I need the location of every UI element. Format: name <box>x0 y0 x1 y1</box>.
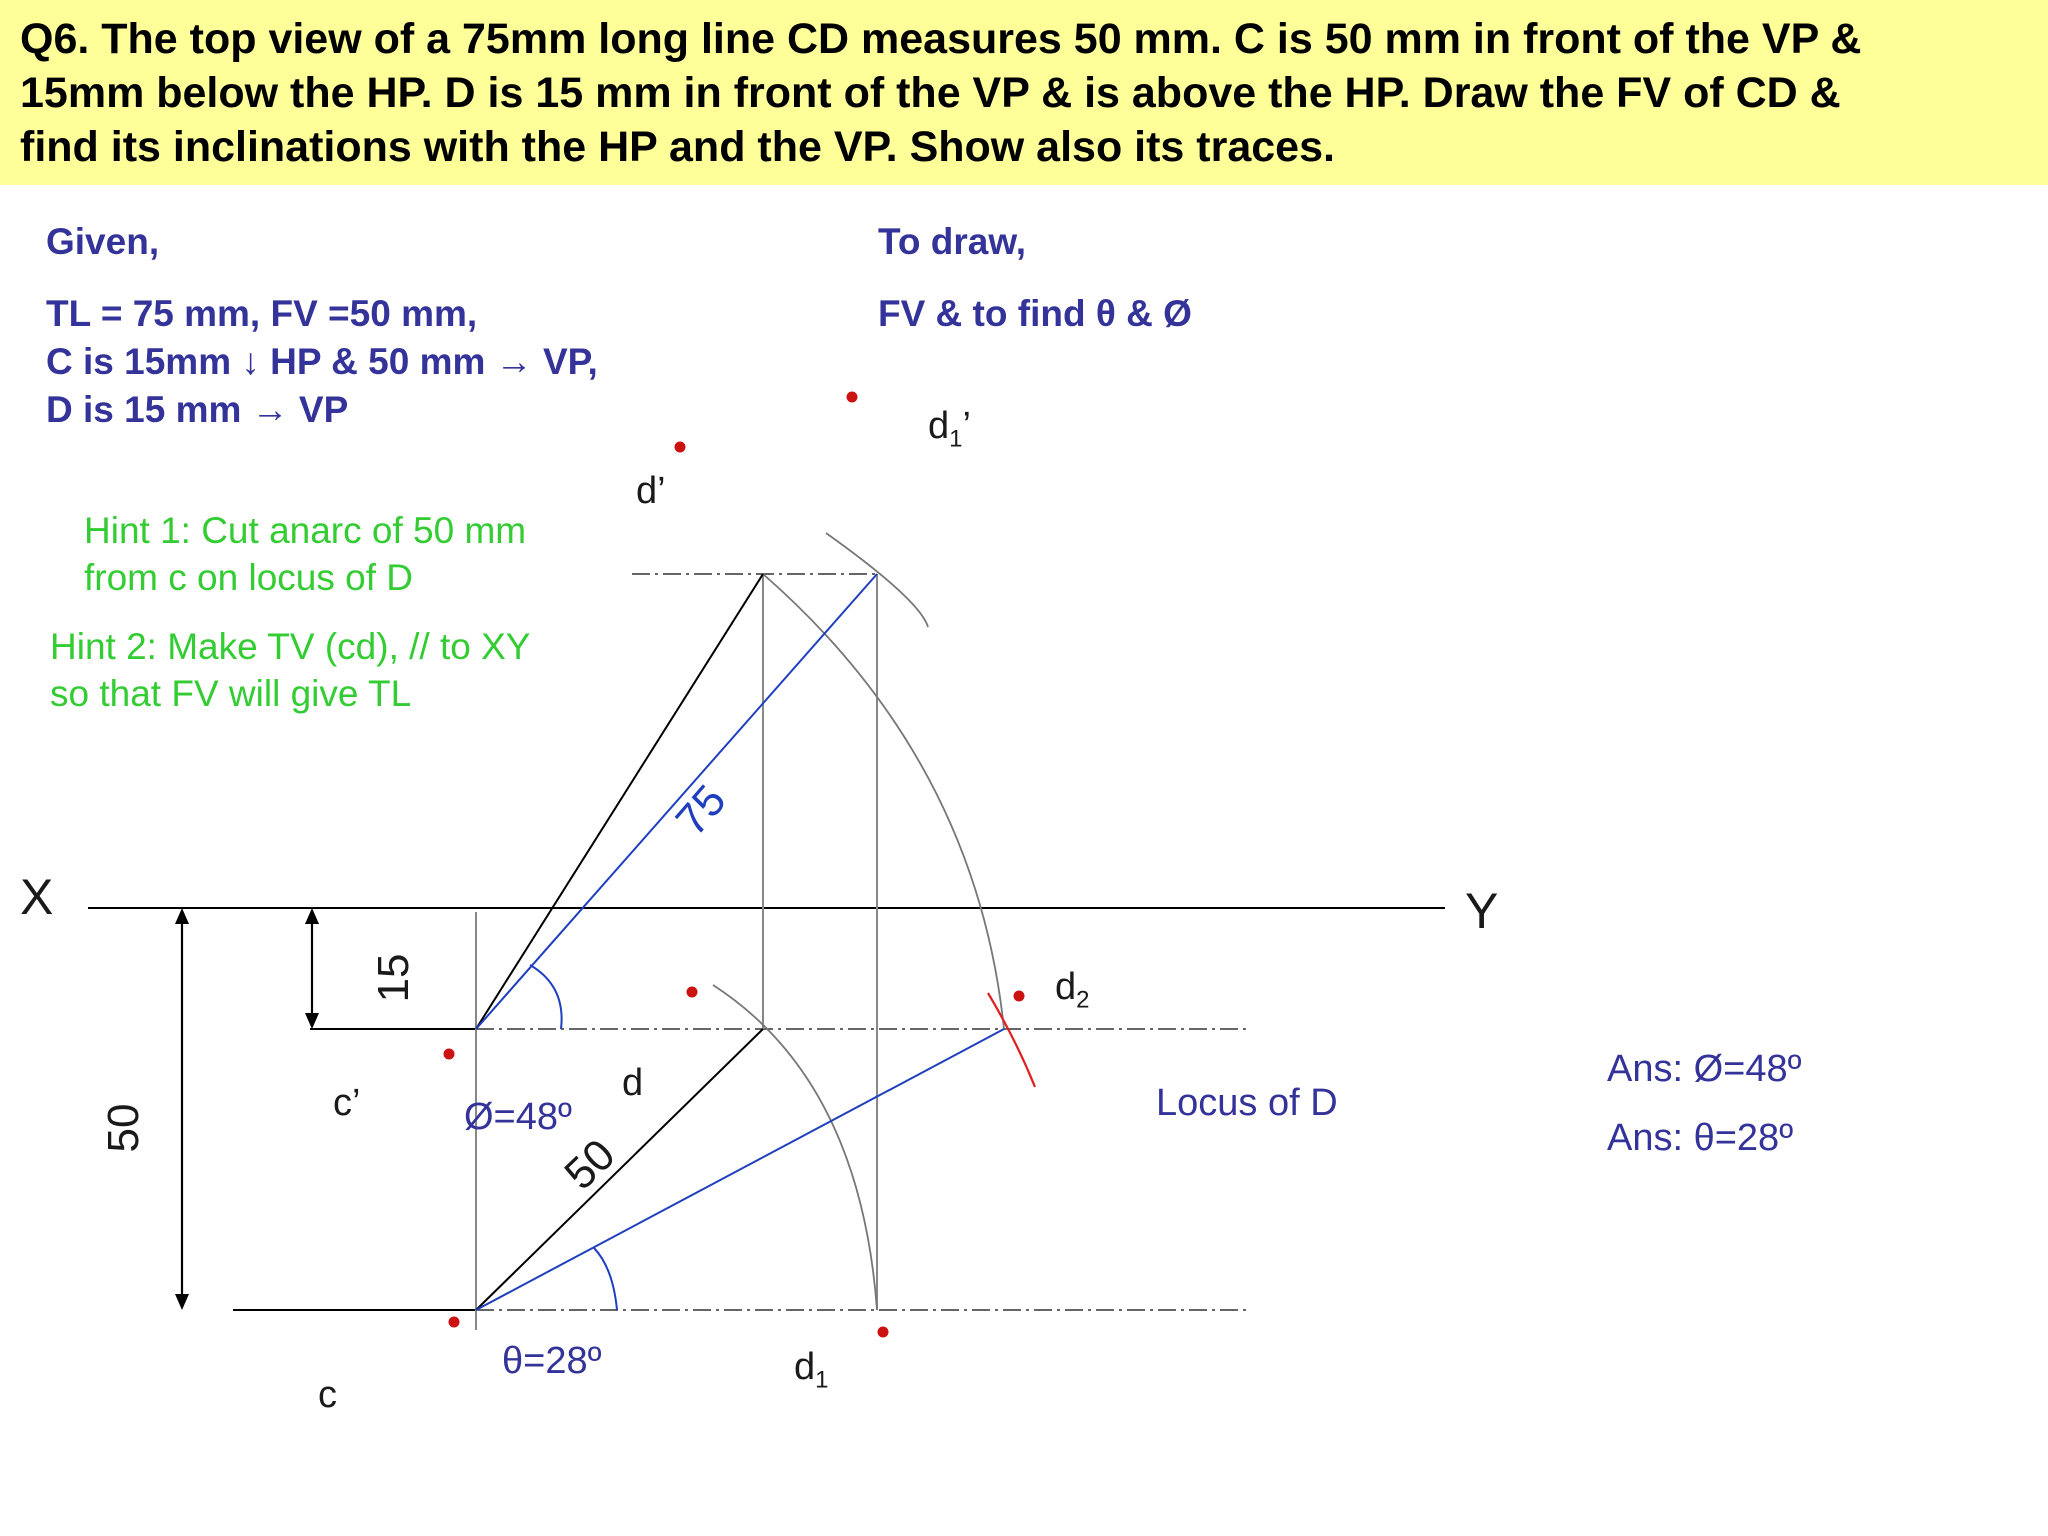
marker-dot-c-prime <box>444 1049 455 1060</box>
theta-angle-arc <box>594 1248 617 1310</box>
x-axis-label: X <box>20 869 54 925</box>
tv-swing-arc <box>713 985 877 1310</box>
label-d1-prime <box>928 405 971 454</box>
marker-dot-d2 <box>1014 991 1025 1002</box>
theta-angle-label: θ=28º <box>502 1340 602 1382</box>
dimension-50-arrow <box>175 908 189 1310</box>
label-d2-base: d <box>1055 966 1077 1008</box>
hint-2-line-2: so that FV will give TL <box>50 673 412 714</box>
locus-of-d-label: Locus of D <box>1156 1082 1338 1124</box>
dimension-75-label: 75 <box>666 775 736 846</box>
marker-dot-c <box>449 1317 460 1328</box>
label-d1 <box>794 1346 829 1395</box>
label-c-prime: c’ <box>333 1082 361 1124</box>
label-d1-prime-base: d <box>928 405 950 447</box>
phi-angle-arc <box>530 965 562 1029</box>
label-d1-prime-suffix: ’ <box>962 405 971 447</box>
dimension-15-label: 15 <box>369 953 418 1003</box>
true-length-line-tv <box>476 1029 1004 1310</box>
marker-dot-d <box>687 987 698 998</box>
label-d2 <box>1055 966 1090 1015</box>
marker-dot-d-prime <box>675 442 686 453</box>
to-draw-heading: To draw, <box>878 221 1026 262</box>
dimension-50-left-label: 50 <box>99 1103 148 1153</box>
hint-2-line-1: Hint 2: Make TV (cd), // to XY <box>50 626 531 667</box>
label-d: d <box>622 1062 644 1104</box>
arc-cut-locus-of-d <box>988 993 1035 1087</box>
label-d1-sub: 1 <box>815 1366 829 1394</box>
label-d2-sub: 2 <box>1076 986 1090 1014</box>
dimension-15-arrow <box>305 908 319 1029</box>
marker-dot-d1-prime <box>847 392 858 403</box>
label-d1-prime-sub: 1 <box>949 425 963 453</box>
question-line-3: find its inclinations with the HP and the VP. Show also its traces. <box>20 123 1335 171</box>
answer-phi: Ans: Ø=48º <box>1607 1048 1802 1090</box>
marker-dots <box>444 392 1025 1338</box>
given-line-2: C is 15mm ↓ HP & 50 mm → VP, <box>46 341 598 382</box>
label-d1-base: d <box>794 1346 816 1388</box>
fv-swing-arc <box>763 574 1004 1029</box>
question-line-2: 15mm below the HP. D is 15 mm in front of the VP & is above the HP. Draw the FV of CD & <box>20 69 1841 117</box>
given-heading: Given, <box>46 221 160 262</box>
to-draw-line: FV & to find θ & Ø <box>878 293 1192 334</box>
dimension-50-tv-label: 50 <box>555 1129 625 1200</box>
phi-angle-label: Ø=48º <box>464 1096 572 1138</box>
label-d-prime: d’ <box>636 470 666 512</box>
given-line-1: TL = 75 mm, FV =50 mm, <box>46 293 478 334</box>
hint-1-line-1: Hint 1: Cut anarc of 50 mm <box>84 510 527 551</box>
question-line-1: Q6. The top view of a 75mm long line CD measures 50 mm. C is 50 mm in front of the VP & <box>20 15 1862 63</box>
given-line-3: D is 15 mm → VP <box>46 389 349 430</box>
y-axis-label: Y <box>1465 883 1499 939</box>
answer-theta: Ans: θ=28º <box>1607 1117 1794 1159</box>
hint-1-line-2: from c on locus of D <box>84 557 414 598</box>
marker-dot-d1 <box>878 1327 889 1338</box>
label-c: c <box>318 1374 337 1416</box>
